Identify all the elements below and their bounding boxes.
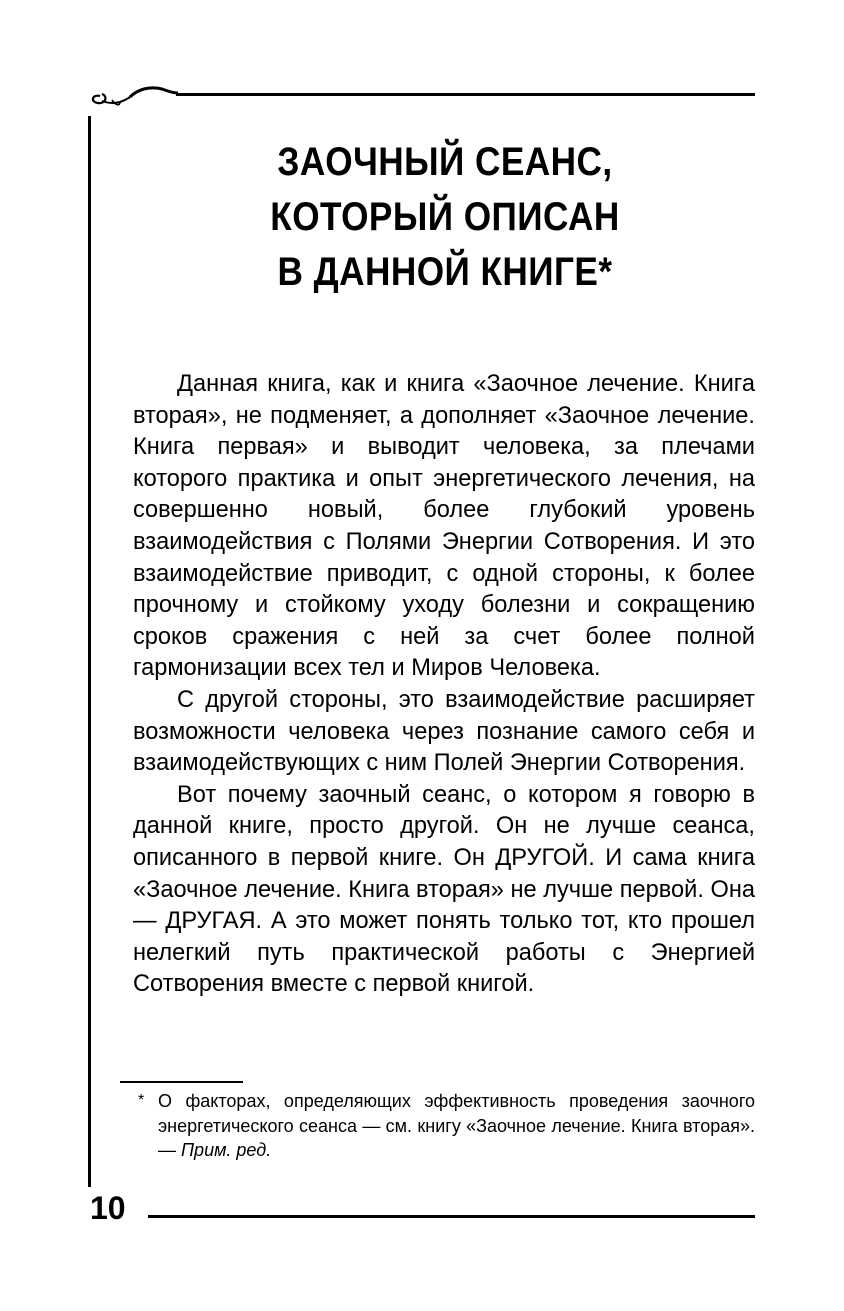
left-rule	[88, 116, 91, 1187]
chapter-title	[185, 135, 704, 300]
body-text	[133, 369, 755, 1001]
chapter-title-line: В ДАННОЙ КНИГЕ*	[277, 250, 613, 294]
paragraph: С другой стороны, это взаимодействие расширяет возможности человека через познание самого себя и взаимодействующих с ним Полей Энергии Сотворения.	[133, 686, 755, 777]
chapter-title-line: КОТОРЫЙ ОПИСАН	[270, 195, 620, 239]
footnote	[128, 1089, 755, 1163]
footnote-marker: *	[138, 1092, 145, 1109]
footnote-rule	[120, 1081, 243, 1083]
paragraph: Данная книга, как и книга «Заочное лечение. Книга вторая», не подменяет, а дополняет «Заочное лечение. Книга первая» и выводит человека, за плечами которого практика и опыт энергетического лечения, на совершенно новый, более глубокий уровень взаимодействия с Полями Энергии Сотворения. И это взаимодействие приводит, с одной стороны, к более прочному и стойкому уходу болезни и сокращению сроков сражения с ней за счет более полной гармонизации всех тел и Миров Человека.	[133, 371, 755, 682]
footnote-text: О факторах, определяющих эффективность проведения заочного энергетического сеанса — см. книгу «Заочное лечение. Книга вторая». —	[158, 1091, 755, 1160]
footnote-body	[158, 1089, 755, 1163]
page-number: 10	[90, 1190, 126, 1226]
bottom-rule	[148, 1215, 755, 1218]
chapter-title-line: ЗАОЧНЫЙ СЕАНС,	[277, 140, 613, 184]
flourish-ornament-icon	[84, 70, 184, 114]
paragraph: Вот почему заочный сеанс, о котором я говорю в данной книге, просто другой. Он не лучше сеанса, описанного в первой книге. Он ДРУГОЙ. И сама книга «Заочное лечение. Книга вторая» не лучше первой. Она — ДРУГАЯ. А это может понять только тот, кто прошел нелегкий путь практической работы с Энергией Сотворения вместе с первой книгой.	[133, 781, 755, 998]
top-rule	[176, 93, 755, 96]
footnote-note: Прим. ред.	[181, 1140, 272, 1160]
